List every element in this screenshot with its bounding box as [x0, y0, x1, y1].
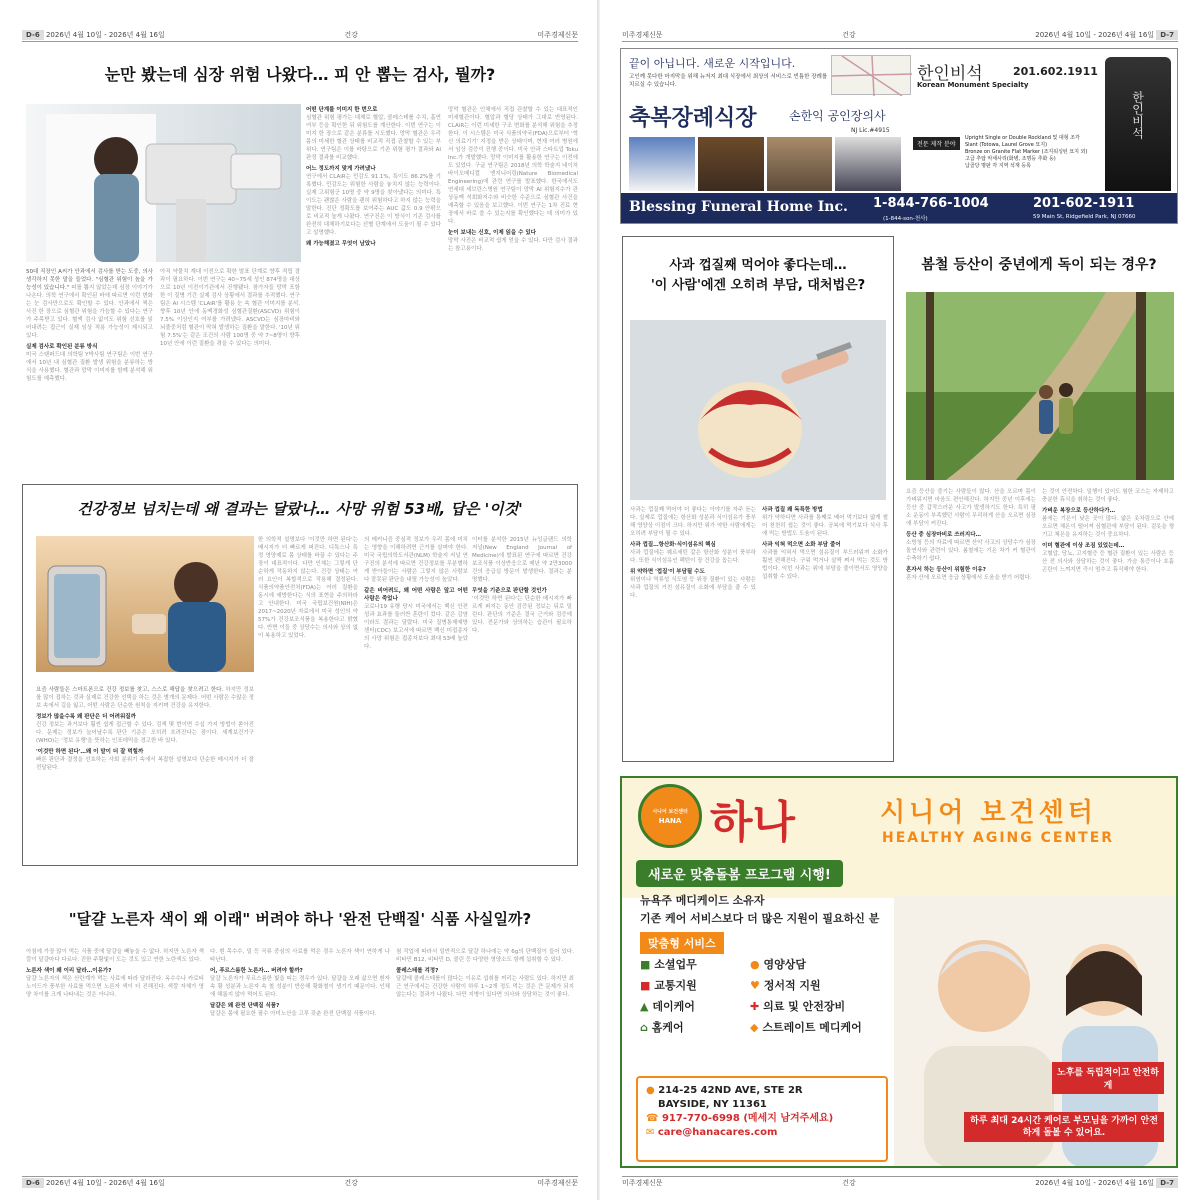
monument-english: Korean Monument Specialty: [917, 81, 1029, 89]
monument-block: [909, 55, 1175, 193]
header-section: 건강: [344, 30, 358, 39]
service-icon: ■: [640, 979, 651, 992]
monument-tag: 전문 제작 분야: [913, 137, 960, 150]
service-item: ■ 교통지원: [640, 979, 697, 992]
photo-flowers: [629, 137, 695, 191]
hana-services-title: 맞춤형 서비스: [640, 932, 724, 954]
monument-item: Upright Single or Double Rockland 및 대형 조각: [965, 135, 1080, 141]
hana-tag1: 노후를 독립적이고 안전하게: [1052, 1062, 1164, 1094]
apple-photo: [630, 320, 886, 500]
article2-headline: 건강정보 넘치는데 왜 결과는 달랐나… 사망 위험 53배, 답은 '이것': [77, 500, 523, 518]
hana-title-kr: 시니어 보건센터: [880, 798, 1097, 828]
service-icon: ⌂: [640, 1021, 648, 1034]
gravestone: [1105, 57, 1171, 191]
funeral-address: 59 Main St, Ridgefield Park, NJ 07660: [1033, 214, 1136, 220]
hana-tag2: 하루 최대 24시간 케어로 부모님을 가까이 안전하게 돌볼 수 있어요.: [964, 1112, 1164, 1142]
service-item: ◆ 스트레이트 메디케어: [750, 1021, 862, 1034]
hana-banner: 새로운 맞춤돌봄 프로그램 시행!: [636, 860, 843, 887]
map-thumb: [831, 55, 911, 95]
article4-headline: [626, 256, 890, 296]
map-icon: [832, 56, 912, 96]
service-item: ♥ 정서적 지원: [750, 979, 821, 992]
monument-item: Bronze on Granite Flat Marker (조지워싱턴 묘지 외): [965, 149, 1088, 155]
monument-item: Slant (Totowa, Laurel Grove 묘지): [965, 142, 1048, 148]
hana-logo-text: 하나: [710, 797, 796, 848]
location-pin-icon: ●: [646, 1085, 655, 1096]
monument-phone: 201.602.1911: [1013, 65, 1098, 78]
phone-photo: [36, 536, 254, 672]
phone-user-illustration: [36, 536, 254, 672]
article2-column-3: 의 메커니즘 중심적 정보가 우리 몸에 미치는 영향을 이해하려면 근거를 살펴야 한다. 미국 국립의학도서관(NLM) 학술지 저널 연구진의 분석에 따르면 건강정보를 무분별하게 받아들이는 사람은 그렇지 않은 사람보다 잘못된 판단을 내릴 가능성이 높았다. 같은 비어려도, 왜 어떤 사람은 앞고 어떤 사람은 죽었나 코로나19 유행 당시 미국에서는 백신 안전성과 효과를 둘러싼 혼란이 컸다. 같은 감염이라도 결과는 달랐다. 미국 질병통제예방센터(CDC) 보고서에 따르면 백신 미접종자의 사망 위험은 접종자보다 최대 53배 높았다.: [364, 537, 468, 650]
article2-column-1: 요즘 사람들은 스마트폰으로 건강 정보를 찾고, 스스로 해답을 찾으려고 한다. 하지만 정보를 많이 접하는 것과 실제로 건강한 선택을 하는 것은 별개의 문제다. 어떤 사람은 수많은 정보 속에서 길을 잃고, 어떤 사람은 단순한 원칙을 지키며 건강을 유지한다. 정보가 많을수록 왜 판단은 더 어려워질까 건강 정보는 과거보다 훨씬 쉽게 접근할 수 있다. 검색 몇 번이면 수십 가지 방법이 쏟아진다. 문제는 정보가 늘어날수록 판단 기준은 오히려 흐려진다는 점이다. 세계보건기구(WHO)는 '정보 유행'을 뜻하는 인포데믹을 경고한 바 있다. '이것만 하면 된다'…왜 이 말이 더 잘 먹힐까 빠른 판단과 결정을 선호하는 사회 분위기 속에서 복잡한 설명보다 단순한 메시지가 더 잘 전달된다.: [36, 687, 254, 771]
article3-column-1: 아침에 가장 많이 먹는 식품 중에 달걀을 빼놓을 수 없다. 하지만 노른자 색깔이 달걀마다 다르다. 진한 주황빛이 도는 것도 있고 연한 노란색도 있다. 노른자 색이 왜 이리 달라…이유가? 달걀 노른자의 색은 산란계가 먹는 사료에 따라 달라진다. 옥수수나 카로티노이드가 풍부한 사료를 먹으면 노른자 색이 더 진해진다. 색깔 자체가 영양 차이를 크게 나타내는 것은 아니다.: [26, 949, 204, 998]
funeral-phone1: 1-844-766-1004: [873, 196, 989, 211]
hana-email: ✉ care@hanacares.com: [646, 1127, 778, 1138]
service-item: ■ 소셜업무: [640, 958, 697, 971]
monument-name: 한인비석: [917, 64, 983, 84]
gravestone-text: 한인비석: [1130, 91, 1145, 139]
service-icon: ■: [640, 958, 651, 971]
funeral-license: NJ Lic.#4915: [851, 127, 890, 134]
hana-line1: 뉴욕주 메디케이드 소유자: [640, 894, 765, 907]
service-item: ⌂ 홈케어: [640, 1021, 684, 1034]
funeral-ad: [620, 48, 1178, 224]
service-icon: ●: [750, 958, 760, 971]
article3-headline: "달걀 노른자 색이 왜 이래" 버려야 하나 '완전 단백질' 식품 사실일까?: [68, 910, 532, 928]
article1-column-1: 50대 직장인 A씨가 안과에서 검사를 받는 도중, 의사 생각하지 못한 말을 들었다. "심혈관 위험이 높을 가능성이 있습니다." 피를 뽑지 않았는데 심장 이야기가 나온다. 의학 연구에서 확인된 바에 따르면 이런 변화는 눈 검사만으로도 확인할 수 있다. 안과에서 찍은 사진 한 장으로 심혈관 위험을 가늠할 수 있다는 연구가 주목받고 있다. 혈액 검사 없이도 위험 신호를 읽어내려는 접근이 실제 임상 적용 가능성이 제시되고 있다. 실제 검사로 확인된 분류 방식 미국 스탠퍼드대 의학팀 Y박사팀 연구팀은 이번 연구에서 10년 내 심혈관 질환 발생 위험을 분류하는 방식을 사용했다. 혈관과 망막 이미지를 함께 분석해 위험도를 예측했다.: [26, 269, 153, 382]
right-footer: 미주경제신문 건강 2026년 4월 10일 - 2026년 4월 16일 D-7: [622, 1176, 1178, 1188]
monument-item: 고급 추탑 악세사리(화병, 조명등 추화 등): [965, 156, 1056, 162]
article5-column-2: 는 것이 안전하다. 일행이 있어도 험한 코스는 자제하고 충분한 휴식을 취하는 것이 좋다. 가벼운 복장으로 등산하다가… 봄에는 기온이 낮은 곳이 많다. 얇은 옷차림으로 산에 오르면 체온이 떨어져 심혈관에 부담이 된다. 겉옷을 챙기고 체온을 유지하는 것이 중요하다. 이미 혈관에 이상 조짐 있었는데… 고혈압, 당뇨, 고지혈증 등 혈관 질환이 있는 사람은 등산 전 의사와 상담하는 것이 좋다. 가슴 통증이나 호흡 곤란이 느껴지면 즉시 멈추고 휴식해야 한다.: [1042, 489, 1174, 573]
hana-title-en: HEALTHY AGING CENTER: [882, 830, 1115, 846]
hana-address-line2: BAYSIDE, NY 11361: [658, 1099, 767, 1110]
header-paper: 미주경제신문: [537, 30, 578, 39]
left-footer: D-6 2026년 4월 10일 - 2026년 4월 16일 건강 미주경제신문: [22, 1176, 578, 1188]
article1-column-3: 어떤 단계를 이미지 한 번으로 심혈관 위험 평가는 대체로 혈압, 콜레스테롤 수치, 흡연 여부 등을 확인한 뒤 위험도를 계산한다. 이번 연구는 이미지 한 장으로 같은 분류를 시도했다. 망막 혈관은 우리 몸의 미세한 혈관 상태를 비교적 직접 관찰할 수 있는 부위다. 연구팀은 이를 바탕으로 기존 위험 평가 결과와 AI 판정 결과를 비교했다. 어느 정도까지 맞게 가려냈나 연구에서 CLAiR는 민감도 91.1%, 특이도 86.2%를 기록했다. 민감도는 위험한 사람을 놓치지 않는 능력이다. 실제 고위험군 10명 중 약 9명을 찾아냈다는 의미다. 특이도는 괜찮은 사람을 괜히 위험하다고 하지 않는 능력을 말한다. 진단 정확도를 보여주는 AUC 값도 0.9 안팎으로 비교적 높게 나왔다. 연구진은 이 방식이 기존 검사를 완전히 대체하기보다는 선별 단계에서 도움이 될 수 있다고 설명했다. 왜 가능해졌고 무엇이 남았나: [306, 107, 441, 247]
left-header: [22, 28, 578, 42]
phone-icon: ☎: [646, 1113, 659, 1124]
service-icon: ▲: [640, 1000, 649, 1013]
service-item: ▲ 데이케어: [640, 1000, 695, 1013]
article5-headline: 봄철 등산이 중년에게 독이 되는 경우?: [921, 257, 1157, 273]
apple-peel-illustration: [630, 320, 886, 500]
hana-contact-box: [636, 1076, 888, 1162]
article5-column-1: 요즘 등산을 즐기는 사람들이 많다. 산을 오르며 몸이 가벼워지면 마음도 편안해진다. 하지만 중년 이후에는 등산 중 갑작스러운 사고가 발생하기도 한다. 특히 평소 운동이 부족했던 사람이 무리하게 산을 오르면 심장에 부담이 커진다. 등산 중 심장마비로 쓰러지다… 소방청 등의 자료에 따르면 산악 사고의 상당수가 심장 돌연사와 관련이 있다. 봄철에는 기온 차가 커 혈관이 수축하기 쉽다. 혼자서 하는 등산이 위험한 이유? 혼자 산에 오르면 응급 상황에서 도움을 받기 어렵다.: [906, 489, 1036, 581]
funeral-slogan: 끝이 아닙니다. 새로운 시작입니다.: [629, 57, 796, 70]
right-header: 미주경제신문 건강 2026년 4월 10일 - 2026년 4월 16일 D-7: [622, 28, 1178, 42]
service-icon: ✚: [750, 1000, 760, 1013]
hiking-photo: [906, 292, 1174, 480]
funeral-bottom-bar: [621, 193, 1177, 224]
funeral-korean-name: 축복장례식장: [629, 105, 757, 131]
hana-phone: ☎ 917-770-6998 (메세지 남겨주세요): [646, 1113, 834, 1124]
article2-column-2: 한 의학적 설명보다 '이것만 하면 된다'는 메시지가 더 빠르게 퍼진다. 디톡스나 특정 영양제로 몸 상태를 바꿀 수 있다는 주장이 대표적이다. 다만 인체는 그렇게 단순하게 작동하지 않는다. 건강 상태는 여러 요인이 복합적으로 작용해 결정된다. 식품의약품안전처(FDA)는 여러 질환을 동시에 예방한다는 식의 표현을 주의하라고 안내한다. 미국 국립보건원(NIH)은 2017~2020년 자료에서 미국 성인의 약 57%가 건강보조식품을 복용한다고 밝혔다. 반면 이들 중 상당수는 의사와 상의 없이 복용하고 있었다.: [258, 537, 358, 639]
hana-line2: 기존 케어 서비스보다 더 많은 지원이 필요하신 분: [640, 912, 880, 925]
service-icon: ◆: [750, 1021, 759, 1034]
funeral-director: 손한익 공인장의사: [789, 109, 886, 123]
article1-column-4: 망막 혈관은 인체에서 직접 관찰할 수 있는 대표적인 미세혈관이다. 혈압과 혈당 상태가 그대로 반영된다. CLAiR는 이런 미세한 구조 변화를 분석해 위험을 추정한다. 이 시스템은 미국 식품의약국(FDA)으로부터 '혁신 의료기기' 지정을 받은 상태이며, 현재 여러 병원에서 임상 검증이 진행 중이다. 미국 안과 스타트업 Toku Inc.가 개발했다. 망막 이미지를 활용한 연구는 이전에도 있었다. 구글 연구팀은 2018년 의학 학술지 네이처 바이오메디컬 엔지니어링(Nature Biomedical Engineering)에 관련 연구를 발표했다. 한국에서도 연세대 세브란스병원 연구팀이 망막 AI 위험지수가 관상동맥 석회화지수와 비슷한 수준으로 심혈관 사건을 예측할 수 있음을 보고했다. 이번 연구는 1차 진료 현장에서 바로 쓸 수 있는지를 확인했다는 데 의미가 있다. 눈이 보내는 신호, 이제 읽을 수 있다 망막 사진은 비교적 쉽게 얻을 수 있다. 다만 검사 결과는 참고용이다.: [448, 107, 578, 252]
hana-badge-bottom: HANA: [658, 816, 682, 825]
hana-services-grid: [640, 956, 890, 1035]
header-date: 2026년 4월 10일 - 2026년 4월 16일: [45, 30, 165, 39]
photo-director: [835, 137, 901, 191]
photo-chapel: [698, 137, 764, 191]
hana-badge-top: 시니어 보건센터: [652, 808, 688, 815]
footer-page-number: D-6: [22, 1178, 44, 1188]
page-number: D-6: [22, 30, 44, 40]
article4-column-2: 사과 껍질 왜 독특한 방법 위가 약하다면 사과를 통째로 베어 먹기보다 얇게 썰어 천천히 씹는 것이 좋다. 공복에 먹기보다 식사 후에 먹는 방법도 도움이 된다. 사과 익혀 먹으면 소화 부담 줄어 사과를 익혀서 먹으면 섬유질이 부드러워져 소화가 훨씬 편해진다. 구워 먹거나 살짝 쪄서 먹는 것도 방법이다. 익힌 사과는 위에 부담을 줄이면서도 영양을 섭취할 수 있다.: [762, 507, 888, 580]
photo-hall: [767, 137, 833, 191]
article3-column-2: 다. 흰 목수수, 밀 등 곡류 중심의 사료를 먹은 경우 노른자 색이 연하게 나타난다. 어, 푸르스름한 노른자… 버려야 할까? 달걀 노른자가 푸르스름한 빛을 띠는 경우가 있다. 달걀을 오래 삶으면 흰자 속 황 성분과 노른자 속 철 성분이 반응해 황화철이 생기기 때문이다. 인체에 해롭지 않아 먹어도 된다. 달걀은 왜 완전 단백질 식품? 달걀은 몸에 필요한 필수 아미노산을 고루 갖춘 완전 단백질 식품이다.: [210, 949, 390, 1017]
funeral-desc: 고인께 못다한 마지막을 위해 뉴저지 최대 식장에서 최상의 서비스로 빈틈한 장례를 치르실 수 있습니다.: [629, 74, 828, 88]
hiking-couple-illustration: [906, 292, 1174, 480]
email-icon: ✉: [646, 1127, 655, 1138]
article2-column-4: 이터를 분석한 2015년 뉴잉글랜드 의학 저널(New England Journal of Medicine)에 발표된 연구에 따르면 건강보조식품 이상반응으로 매년 약 2만3000건의 응급실 방문이 발생한다. 결과는 분명했다. 무엇을 기준으로 판단할 것인가 '이것만 하면 된다'는 단순한 메시지가 빠르게 퍼지는 동안 검증된 정보는 뒤로 밀린다. 판단의 기준은 결국 근거와 검증에 있다. 전문가와 상의하는 습관이 필요하다.: [472, 537, 572, 634]
article4-headline-line2: '이 사람'에겐 오히려 부담, 대처법은?: [650, 278, 866, 293]
service-item: ● 영양상담: [750, 958, 806, 971]
eye-exam-photo: [26, 104, 301, 262]
article1-headline: 눈만 봤는데 심장 위험 나왔다… 피 안 뽑는 검사, 뭘까?: [104, 65, 496, 84]
article4-column-1: 사과는 껍질째 먹어야 더 좋다는 이야기를 자주 듣는다. 실제로 껍질에는 항산화 성분과 식이섬유가 풍부해 영양상 이점이 크다. 하지만 위가 약한 사람에게는 오히려 부담이 될 수 있다. 사과 껍질…항산화·식이섬유의 핵심 사과 껍질에는 퀘르세틴 같은 항산화 성분이 풍부하다. 또한 식이섬유인 펙틴이 장 건강을 돕는다. 위 약하면 '껍질'이 부담될 수도 위염이나 역류성 식도염 등 위장 질환이 있는 사람은 사과 껍질의 거친 섬유질이 소화에 부담을 줄 수 있다.: [630, 507, 756, 599]
monument-item: 납골당 명판 각 지역 석재 등록: [965, 163, 1031, 169]
article4-headline-line1: 사과 껍질째 먹어야 좋다는데…: [669, 258, 847, 273]
service-icon: ♥: [750, 979, 760, 992]
article3-column-3: 첨 작업에 따라서 일반적으로 달걀 하나에는 약 6g의 단백질이 들어 있다. 비타민 B12, 비타민 D, 콜린 등 다양한 영양소도 함께 섭취할 수 있다. 콜레스테롤 걱정? 달걀에 콜레스테롤이 많다는 이유로 섭취를 꺼리는 사람도 있다. 하지만 최근 연구에서는 건강한 사람이 하루 1~2개 정도 먹는 것은 큰 문제가 되지 않는다는 결과가 나왔다. 다만 지병이 있다면 의사와 상담하는 것이 좋다.: [396, 949, 574, 998]
hana-logo-badge: [638, 784, 702, 848]
service-item: ✚ 의료 및 안전장비: [750, 1000, 846, 1013]
funeral-photos: [629, 137, 901, 191]
article1-column-2: 아직 약물치 계대 이전으로 확한 발표 단계로 향후 적립 결과이 필요하다. 이번 연구는 40~75세 성인 874명을 대상으로 10년 이전이기관에서 진행됐다. 참가자들 망막 포함한 이 질병 기간 실제 검사 상황에서 결과를 추적했다. 연구팀은 AI 시스템 'CLAiR'를 활용 눈 속 혈관 이미지를 분석, 향후 10년 안에 동맥경화성 심혈관질환(ASCVD) 위험이 7.5% 이상인지 여부를 가려냈다. ASCVD는 심장마비와 뇌졸중처럼 혈관이 막혀 발생하는 질환을 말한다. '10년 위험 7.5%'는 같은 조건의 사람 100명 중 약 7~8명이 향후 10년 안에 이런 질환을 겪을 수 있다는 의미다.: [160, 269, 300, 347]
funeral-phone1-sub: (1-844-son-천사): [883, 216, 928, 222]
eye-exam-illustration: [26, 104, 301, 262]
monument-items: [965, 135, 1115, 170]
funeral-english-name: Blessing Funeral Home Inc.: [629, 199, 848, 215]
hana-ad: [620, 776, 1178, 1168]
funeral-phone2: 201-602-1911: [1033, 196, 1135, 211]
hana-address: ● 214-25 42ND AVE, STE 2R: [646, 1085, 803, 1096]
